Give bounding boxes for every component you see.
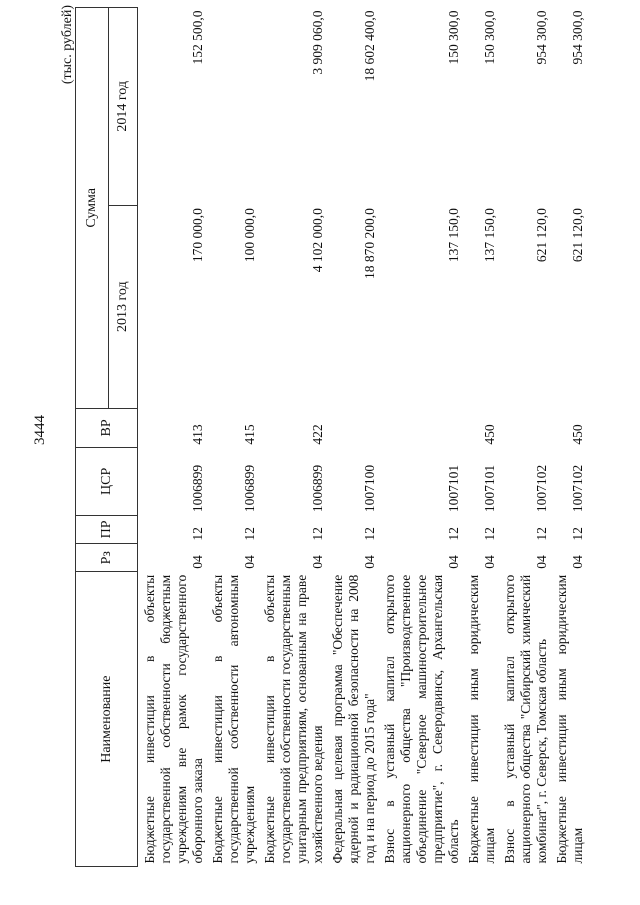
row-2013: 18 870 200,0 — [362, 208, 377, 280]
header-vr: ВР — [76, 408, 138, 448]
header-sum: Сумма — [76, 8, 109, 409]
row-vr: 450 — [570, 424, 585, 445]
row-pr: 12 — [446, 527, 461, 541]
header-2014: 2014 год — [109, 8, 138, 206]
row-2014: 150 300,0 — [482, 10, 497, 65]
row-2013: 621 120,0 — [570, 208, 585, 263]
table-row — [328, 8, 380, 867]
row-pr: 12 — [310, 527, 325, 541]
row-pr: 12 — [362, 527, 377, 541]
header-rz: Рз — [76, 544, 138, 572]
budget-table — [75, 7, 588, 867]
row-rz: 04 — [190, 555, 205, 569]
row-csr: 1007101 — [446, 464, 461, 513]
row-vr: 422 — [310, 424, 325, 445]
row-name: Федеральная целевая программа "Обеспечение ядерной и радиационной безопасности на 2008 год и на период до 2015 года" — [330, 574, 377, 864]
row-vr — [328, 408, 380, 448]
table-row — [500, 8, 552, 867]
row-2014: 3 909 060,0 — [310, 10, 325, 75]
row-2013: 4 102 000,0 — [310, 208, 325, 273]
row-rz: 04 — [310, 555, 325, 569]
row-csr: 1007102 — [570, 464, 585, 513]
row-2013: 137 150,0 — [446, 208, 461, 263]
row-csr: 1007101 — [482, 464, 497, 513]
row-name: Бюджетные инвестиции в объекты государственной собственности государственным унитарным предприятиям, основанным на праве хозяйственного ведения — [262, 574, 325, 864]
row-vr: 450 — [482, 424, 497, 445]
row-rz: 04 — [242, 555, 257, 569]
row-2014: 18 602 400,0 — [362, 10, 377, 82]
header-pr: ПР — [76, 515, 138, 544]
row-pr: 12 — [534, 527, 549, 541]
row-2014: 150 300,0 — [446, 10, 461, 65]
header-2013: 2013 год — [109, 205, 138, 408]
header-name: Наименование — [76, 572, 138, 867]
row-name: Бюджетные инвестиции в объекты государственной собственности бюджетным учреждениям вне рамок государственного оборонного заказа — [142, 574, 205, 864]
row-name: Бюджетные инвестиции иным юридическим лицам — [554, 574, 585, 864]
row-2013: 170 000,0 — [190, 208, 205, 263]
row-rz: 04 — [570, 555, 585, 569]
row-2013: 137 150,0 — [482, 208, 497, 263]
table-row — [208, 8, 260, 867]
row-rz: 04 — [534, 555, 549, 569]
table-row — [552, 8, 588, 867]
row-vr: 413 — [190, 424, 205, 445]
table-row — [260, 8, 328, 867]
table-row — [380, 8, 464, 867]
row-2013: 621 120,0 — [534, 208, 549, 263]
row-2014: 152 500,0 — [190, 10, 205, 65]
row-rz: 04 — [362, 555, 377, 569]
row-csr: 1006899 — [310, 464, 325, 513]
header-csr: ЦСР — [76, 448, 138, 515]
row-name: Бюджетные инвестиции иным юридическим лицам — [466, 574, 497, 864]
row-name: Взнос в уставный капитал открытого акционерного общества "Сибирский химический комбинат", г. Северск, Томская область — [502, 574, 549, 864]
row-2013: 100 000,0 — [242, 208, 257, 263]
units-note: (тыс. рублей) — [60, 5, 75, 85]
row-csr: 1006899 — [242, 464, 257, 513]
row-vr — [380, 408, 464, 448]
row-2014 — [208, 8, 260, 206]
row-csr: 1007102 — [534, 464, 549, 513]
table-row — [138, 8, 209, 867]
row-pr: 12 — [570, 527, 585, 541]
row-rz: 04 — [446, 555, 461, 569]
row-vr: 415 — [242, 424, 257, 445]
page-number: 3444 — [32, 415, 48, 445]
row-2014: 954 300,0 — [570, 10, 585, 65]
row-pr: 12 — [190, 527, 205, 541]
row-pr: 12 — [242, 527, 257, 541]
row-pr: 12 — [482, 527, 497, 541]
row-vr — [500, 408, 552, 448]
row-rz: 04 — [482, 555, 497, 569]
row-name: Взнос в уставный капитал открытого акционерного общества "Производственное объединение "Северное машиностроительное предприятие", г. Северодвинск, Архангельская область — [382, 574, 461, 864]
row-2014: 954 300,0 — [534, 10, 549, 65]
table-row — [464, 8, 500, 867]
row-csr: 1007100 — [362, 464, 377, 513]
row-csr: 1006899 — [190, 464, 205, 513]
row-name: Бюджетные инвестиции в объекты государственной собственности автономным учреждениям — [210, 574, 257, 864]
